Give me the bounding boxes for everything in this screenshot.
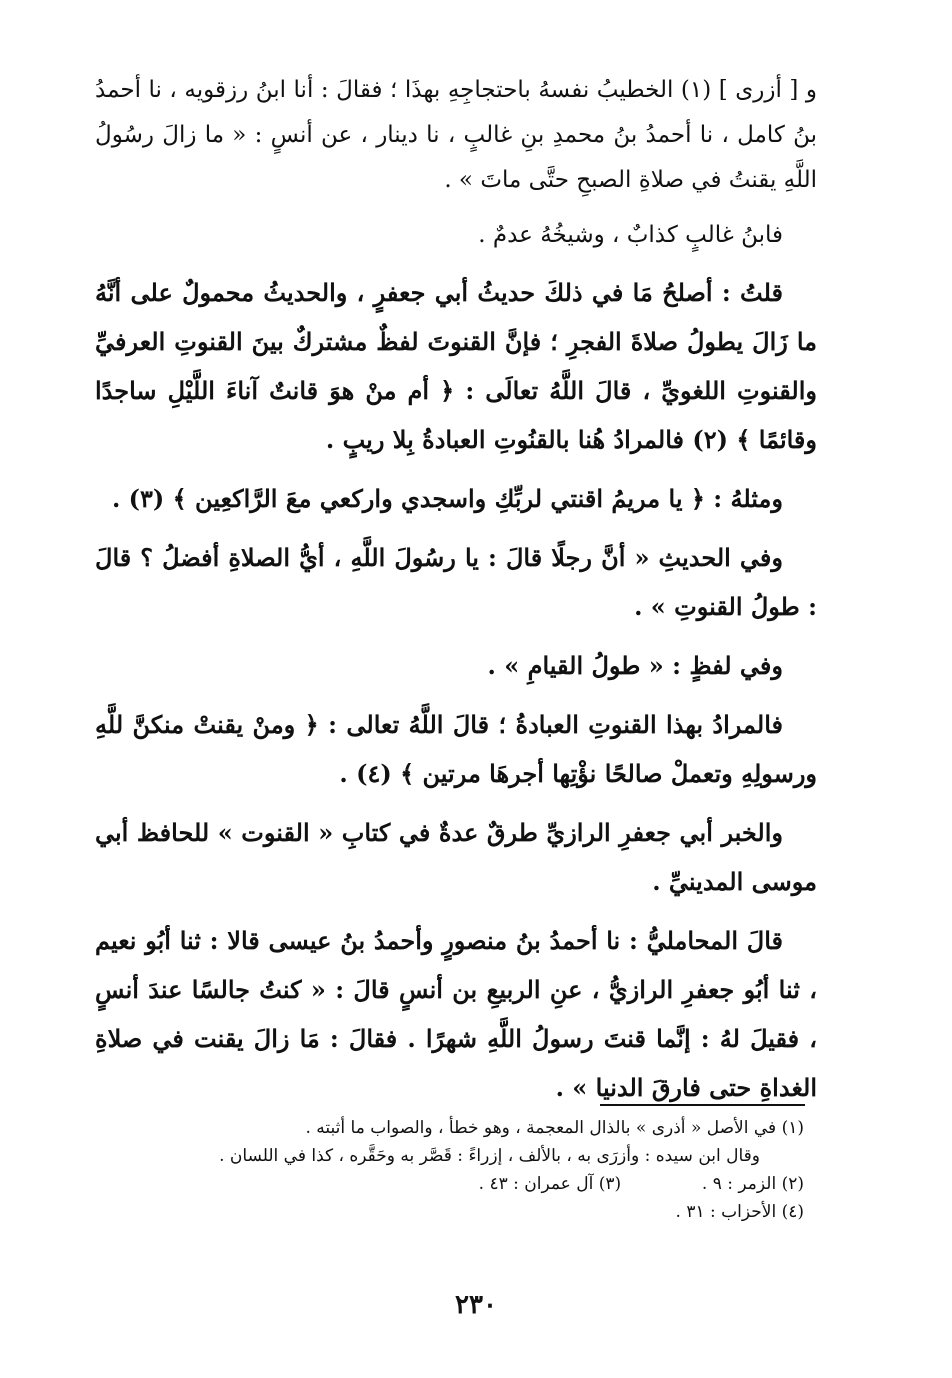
footnote-1-continued: وقال ابن سيده : وأزرَى به ، بالألف ، إزراءً : قَصَّر به وحَقَّره ، كذا في اللسان . [219,1146,760,1166]
page-body [95,68,817,1122]
paragraph-5: وفي الحديثِ « أنَّ رجلًا قالَ : يا رسُولَ اللَّهِ ، أيُّ الصلاةِ أفضلُ ؟ قالَ : طولُ القنوتِ » . [95,543,817,621]
footnote-separator [600,1104,805,1106]
footnote-4: (٤) الأحزاب : ٣١ . [675,1202,804,1222]
footnotes [194,1114,804,1226]
paragraph-2: فابنُ غالبٍ كذابٌ ، وشيخُهُ عدمٌ . [478,222,783,248]
paragraph-7: فالمرادُ بهذا القنوتِ العبادةُ ؛ قالَ اللَّهُ تعالى : ﴿ ومنْ يقنتْ منكنَّ للَّهِ ورسولِهِ وتعملْ صالحًا نؤْتِها أجرهَا مرتين ﴾ (٤) . [95,710,817,788]
paragraph-9: قالَ المحامليُّ : نا أحمدُ بنُ منصورٍ وأحمدُ بنُ عيسى قالا : ثنا أبُو نعيم ، ثنا أبُو جعفرِ الرازيُّ ، عنِ الربيعِ بن أنسٍ قالَ : « كنتُ جالسًا عندَ أنسٍ ، فقيلَ لهُ : إنَّما قنتَ رسولُ اللَّهِ شهرًا . فقالَ : مَا زالَ يقنت في صلاةِ الغداةِ حتى فارقَ الدنيا » . [95,926,817,1102]
footnote-2: (٢) الزمر : ٩ . [701,1174,804,1194]
paragraph-3: قلتُ : أصلحُ مَا في ذلكَ حديثُ أبي جعفرٍ ، والحديثُ محمولٌ على أنَّهُ ما زَالَ يطولُ صلاةَ الفجرِ ؛ فإنَّ القنوتَ لفظٌ مشتركٌ بينَ القنوتِ العرفيِّ والقنوتِ اللغويِّ ، قالَ اللَّهُ تعالَى : ﴿ أم منْ هوَ قانتٌ آناءَ اللَّيْلِ ساجدًا وقائمًا ﴾ (٢) فالمرادُ هُنا بالقنُوتِ العبادةُ بِلا ريبٍ . [95,278,817,454]
footnote-1: (١) في الأصل « أذرى » بالذال المعجمة ، وهو خطأ ، والصواب ما أثبته . [305,1118,804,1138]
paragraph-8: والخبر أبي جعفرِ الرازيِّ طرقٌ عدةٌ في كتابِ « القنوت » للحافظ أبي موسى المدينيِّ . [95,818,817,896]
page-number: ٢٣٠ [455,1290,497,1320]
paragraph-4: ومثلهُ : ﴿ يا مريمُ اقنتي لربِّكِ واسجدي واركعي معَ الرَّاكعِين ﴾ (٣) . [111,484,783,513]
paragraph-6: وفي لفظٍ : « طولُ القيامِ » . [487,651,783,680]
paragraph-1: و [ أزرى ] (١) الخطيبُ نفسهُ باحتجاجِهِ بهذَا ؛ فقالَ : أنا ابنُ رزقويه ، نا أحمدُ بنُ كامل ، نا أحمدُ بنُ محمدِ بنِ غالبٍ ، نا دينار ، عن أنسٍ : « ما زالَ رسُولُ اللَّهِ يقنتُ في صلاةِ الصبحِ حتَّى ماتَ » . [95,77,817,193]
footnote-row-2-3 [194,1170,804,1198]
footnote-3: (٣) آل عمران : ٤٣ . [478,1174,622,1194]
